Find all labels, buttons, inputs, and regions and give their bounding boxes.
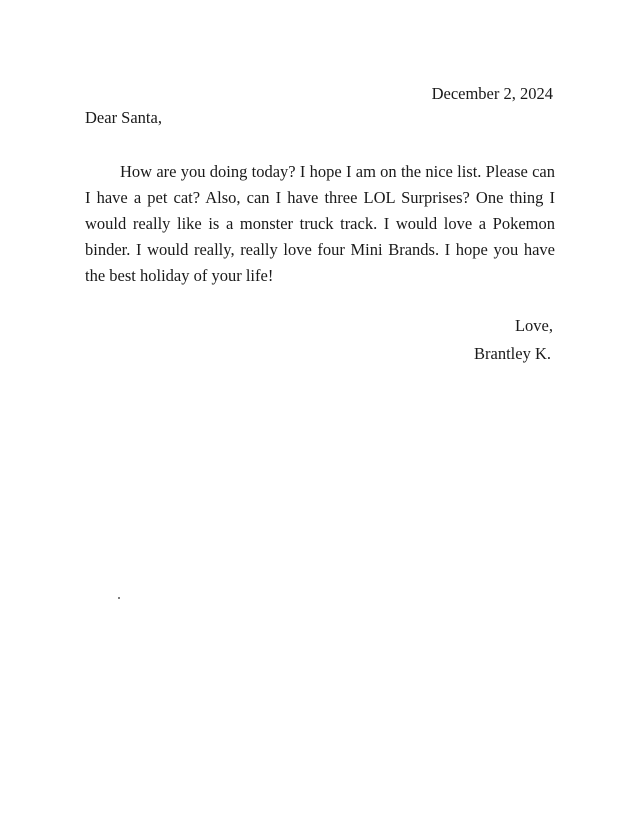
letter-closing: Love, — [514, 316, 553, 335]
letter-salutation: Dear Santa, — [85, 108, 162, 127]
letter-signature: Brantley K. — [474, 344, 551, 363]
scan-speck — [118, 597, 120, 599]
letter-date: December 2, 2024 — [431, 84, 553, 103]
letter-body: How are you doing today? I hope I am on the nice list. Please can I have a pet cat? Also, can I have three LOL Surprises? One thing I would really like is a monster truck track. I would love a Pokemon binder. I would really, really love four Mini Brands. I hope you have the best holiday of your life! — [85, 162, 555, 285]
